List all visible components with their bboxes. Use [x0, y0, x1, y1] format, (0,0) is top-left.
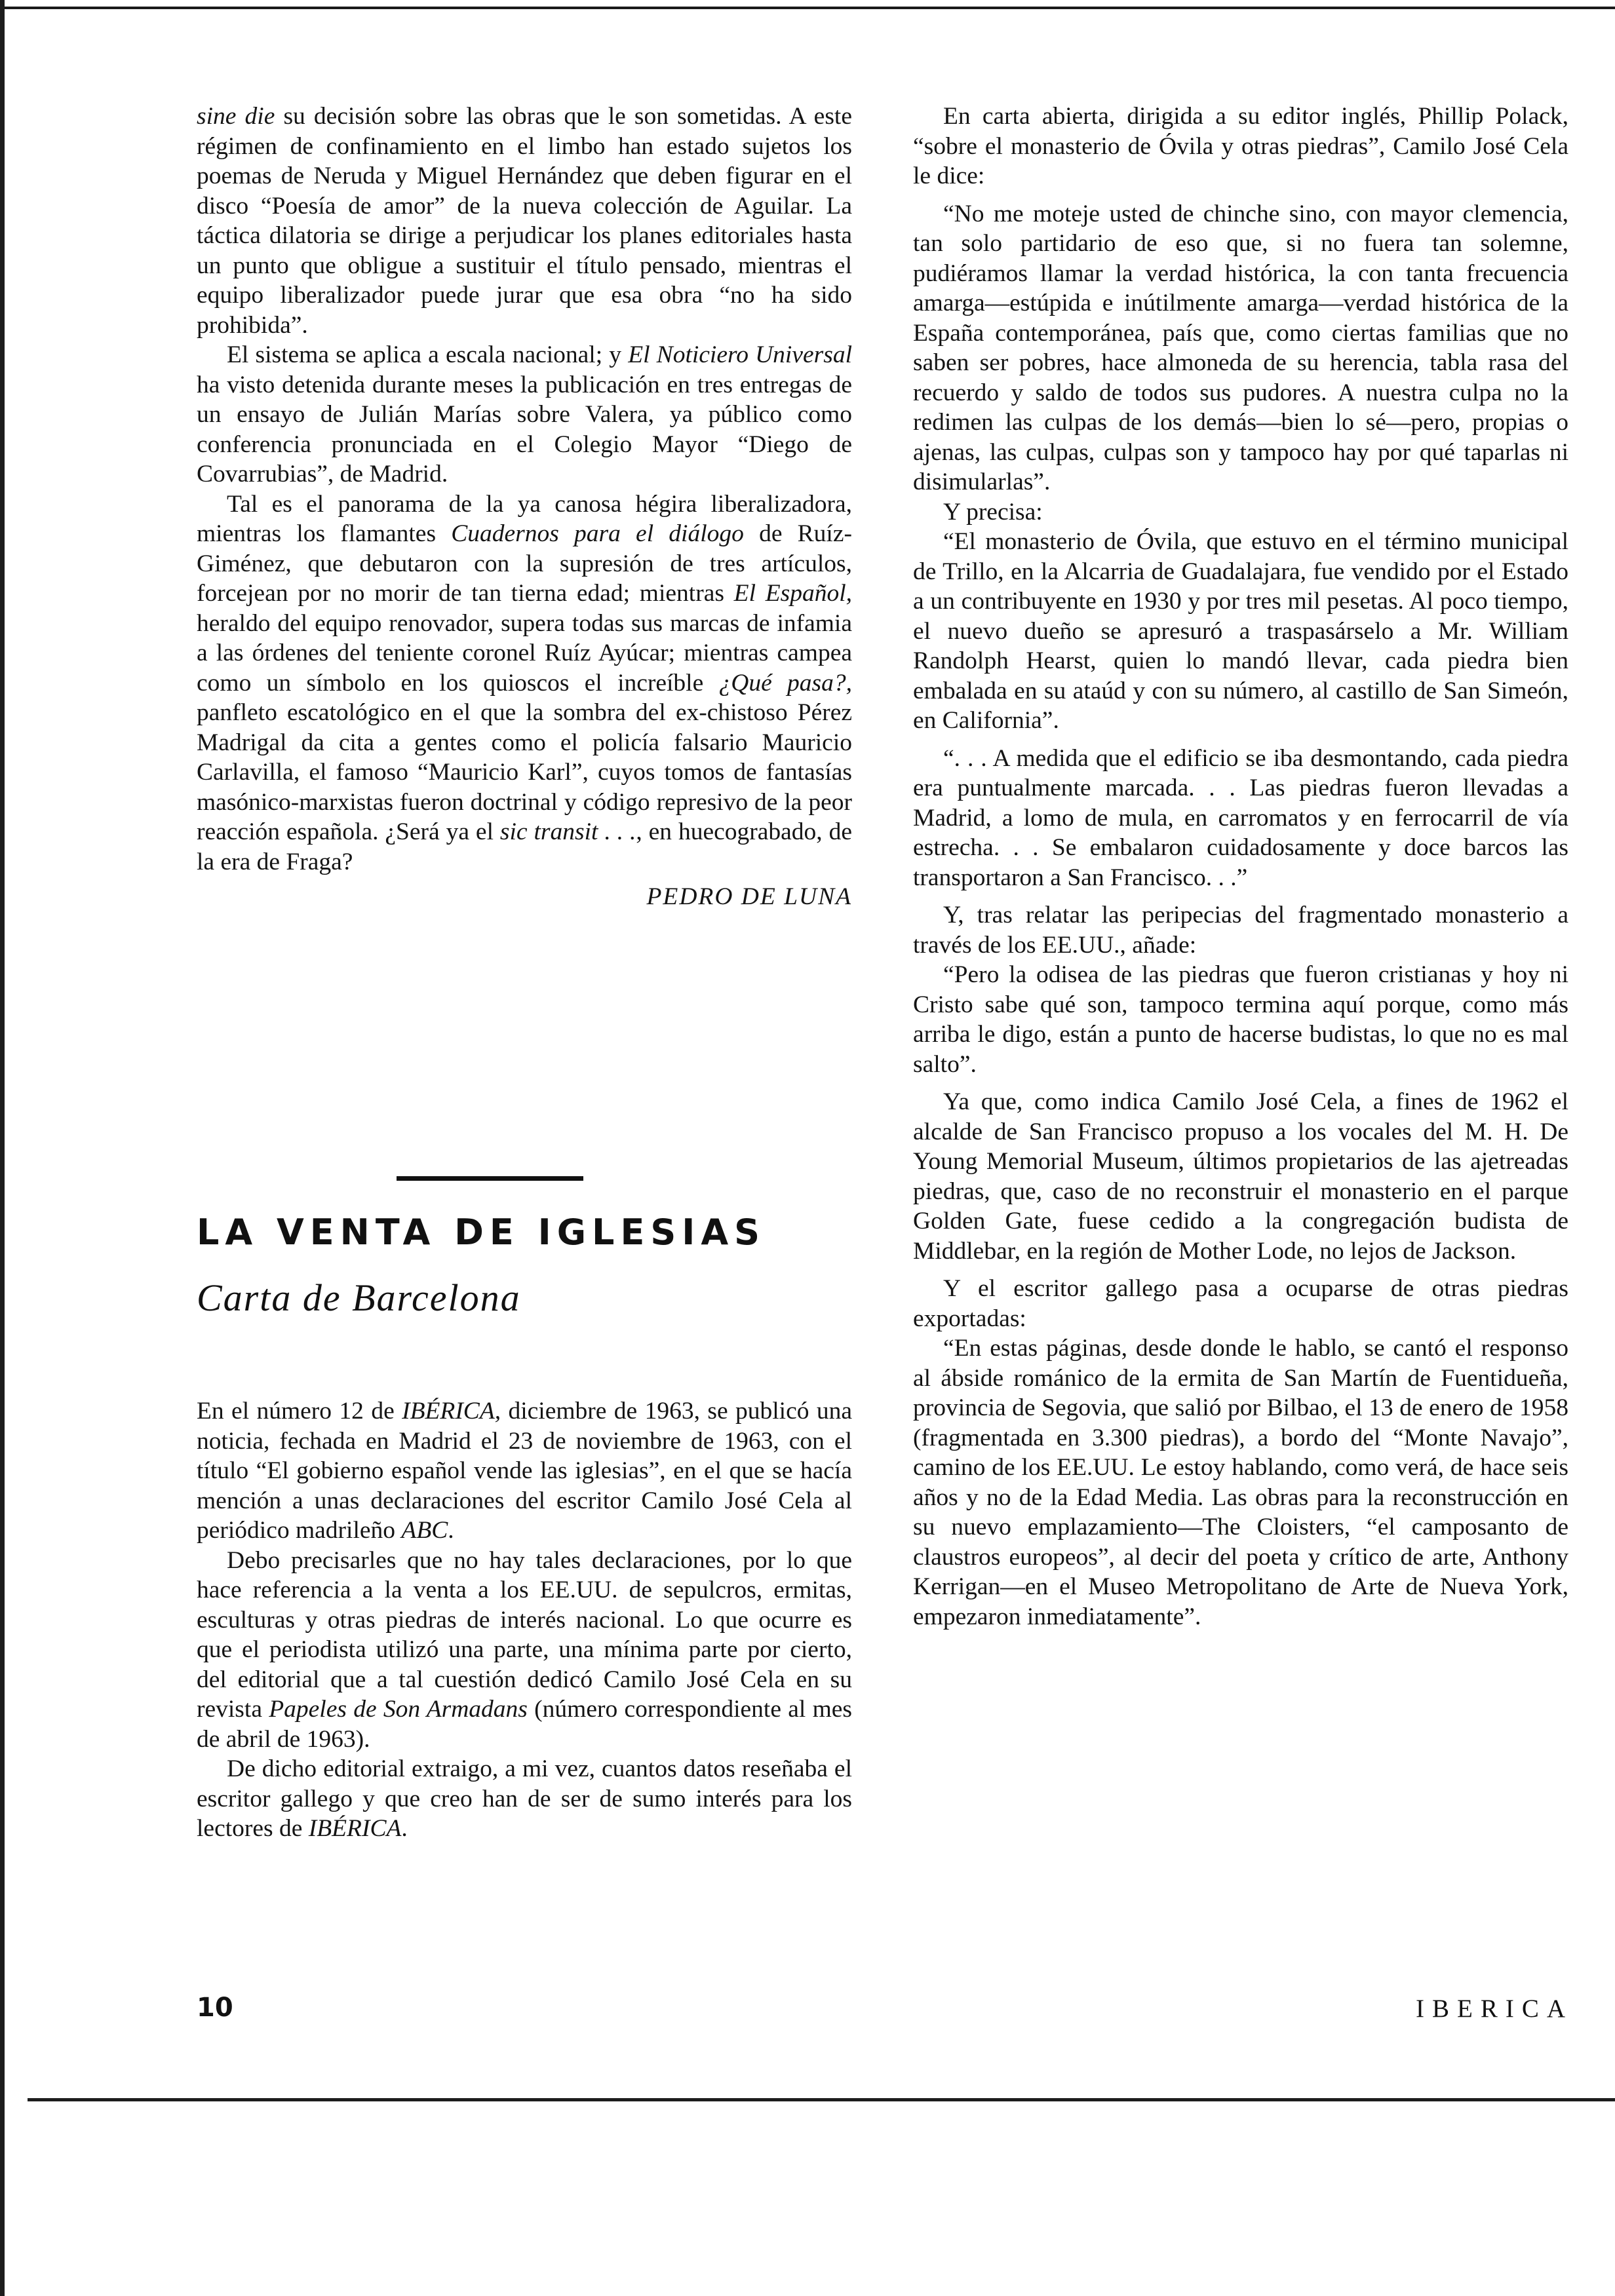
bottom-border-rule: [28, 2098, 1615, 2101]
section-divider: [397, 1176, 583, 1181]
paragraph: Tal es el panorama de la ya canosa hégira liberalizadora, mientras los flamantes Cuadernos para el diálogo de Ruíz-Giménez, que debutaron con la supresión de tres artículos, forcejean por no morir de tan tierna edad; mientras El Español, heraldo del equipo renovador, supera todas sus marcas de infamia a las órdenes del teniente coronel Ruíz Ayúcar; mientras campea como un símbolo en los quioscos el increíble ¿Qué pasa?, panfleto escatológico en el que la sombra del ex-chistoso Pérez Madrigal da cita a gentes como el policía falsario Mauricio Carlavilla, el famoso “Mauricio Karl”, cuyos tomos de fantasías masónico-marxistas fueron doctrinal y código represivo de la peor reacción española. ¿Será ya el sic transit . . ., en huecograbado, de la era de Fraga?: [197, 490, 853, 875]
right-column: [913, 102, 1568, 1632]
paragraph: Debo precisarles que no hay tales declaraciones, por lo que hace referencia a la venta a los EE.UU. de sepulcros, ermitas, esculturas y otras piedras de interés nacional. Lo que ocurre es que el periodista utilizó una parte, una mínima parte por cierto, del editorial que a tal cuestión dedicó Camilo José Cela en su revista Papeles de Son Armadans (número correspondiente al mes de abril de 1963).: [197, 1546, 852, 1753]
running-head: IBERICA: [1416, 1995, 1573, 2023]
quote-paragraph: “. . . A medida que el edificio se iba desmontando, cada piedra era puntualmente marcada. . . Las piedras fueron llevadas a Madrid, a lomo de mula, en carromatos y en ferrocarril de vía estrecha. . . Se embalaron cuidadosamente y doce barcos las transportaron a San Francisco. . .”: [913, 744, 1568, 891]
paragraph: Y precisa:: [943, 498, 1043, 526]
paragraph: sine die su decisión sobre las obras que le son sometidas. A este régimen de confinamiento en el limbo han estado sujetos los poemas de Neruda y Miguel Hernández que deben figurar en el disco “Poesía de amor” de la nueva colección de Aguilar. La táctica dilatoria se dirige a perjudicar los planes editoriales hasta un punto que obligue a sustituir el título pensado, mientras el equipo liberalizador puede jurar que esa obra “no ha sido prohibida”.: [197, 103, 852, 339]
left-border-rule: [0, 0, 5, 2296]
left-column-top: [197, 102, 852, 912]
quote-paragraph: “Pero la odisea de las piedras que fueron cristianas y hoy ni Cristo sabe qué son, tampoco termina aquí porque, como más arriba le digo, están a punto de hacerse budistas, lo que no es mal salto”.: [913, 961, 1568, 1078]
top-border-rule: [0, 0, 1615, 9]
paragraph: Y, tras relatar las peripecias del fragmentado monasterio a través de los EE.UU., añade:: [913, 902, 1568, 959]
left-column-article: [197, 1396, 852, 1844]
paragraph: En el número 12 de IBÉRICA, diciembre de 1963, se publicó una noticia, fechada en Madrid el 23 de noviembre de 1963, con el título “El gobierno español vende las iglesias”, en el que se hacía mención a unas declaraciones del escritor Camilo José Cela al periódico madrileño ABC.: [197, 1398, 852, 1544]
article-subheadline: Carta de Barcelona: [197, 1276, 521, 1319]
paragraph: El sistema se aplica a escala nacional; y El Noticiero Universal ha visto detenida durante meses la publicación en tres entregas de un ensayo de Julián Marías sobre Valera, ya público como conferencia pronunciada en el Colegio Mayor “Diego de Covarrubias”, de Madrid.: [197, 341, 852, 488]
paragraph: Y el escritor gallego pasa a ocuparse de otras piedras exportadas:: [913, 1275, 1568, 1332]
paragraph: De dicho editorial extraigo, a mi vez, cuantos datos reseñaba el escritor gallego y que creo han de ser de sumo interés para los lectores de IBÉRICA.: [197, 1755, 852, 1842]
quote-paragraph: “En estas páginas, desde donde le hablo, se cantó el responso al ábside románico de la ermita de San Martín de Fuentidueña, provincia de Segovia, que salió por Bilbao, el 13 de enero de 1958 (fragmentada en 3.300 piedras), a bordo del “Monte Navajo”, camino de los EE.UU. Le estoy hablando, como verá, de hace seis años y no de la Edad Media. Las obras para la reconstrucción en su nuevo emplazamiento—The Cloisters, “el camposanto de claustros europeos”, al decir del poeta y crítico de arte, Anthony Kerrigan—en el Museo Metropolitano de Arte de Nueva York, empezaron inmediatamente”.: [913, 1335, 1568, 1630]
article-headline: LA VENTA DE IGLESIAS: [197, 1212, 766, 1253]
page-number: 10: [197, 1993, 233, 2023]
paragraph: En carta abierta, dirigida a su editor inglés, Phillip Polack, “sobre el monasterio de Óvila y otras piedras”, Camilo José Cela le dice:: [913, 103, 1568, 189]
quote-paragraph: “El monasterio de Óvila, que estuvo en el término municipal de Trillo, en la Alcarria de Guadalajara, fue vendido por el Estado a un contribuyente en 1930 y por tres mil pesetas. Al poco tiempo, el nuevo dueño se apresuró a traspasárselo a Mr. William Randolph Hearst, quien lo mandó llevar, cada piedra bien embalada en su ataúd y con su número, al castillo de San Simeón, en California”.: [913, 528, 1568, 734]
quote-paragraph: “No me moteje usted de chinche sino, con mayor clemencia, tan solo partidario de eso que, si no fuera tan solemne, pudiéramos llamar la verdad histórica, la con tanta frecuencia amarga—estúpida e inútilmente amarga—verdad histórica de la España contemporánea, país que, como ciertas familias que no saben ser pobres, hace almoneda de su herencia, tabla rasa del recuerdo y saldo de todos sus pudores. A nuestra culpa no la redimen las culpas de los demás—bien lo sé—pero, propias o ajenas, las culpas, culpas son y tampoco hay por qué taparlas ni disimularlas”.: [913, 200, 1568, 495]
author-byline: PEDRO DE LUNA: [646, 883, 852, 910]
paragraph: Ya que, como indica Camilo José Cela, a fines de 1962 el alcalde de San Francisco propuso a los vocales del M. H. De Young Memorial Museum, últimos propietarios de las ajetreadas piedras, que, caso de no reconstruir el monasterio en el parque Golden Gate, fuese cedido a la congregación budista de Middlebar, en la región de Mother Lode, no lejos de Jackson.: [913, 1088, 1568, 1265]
